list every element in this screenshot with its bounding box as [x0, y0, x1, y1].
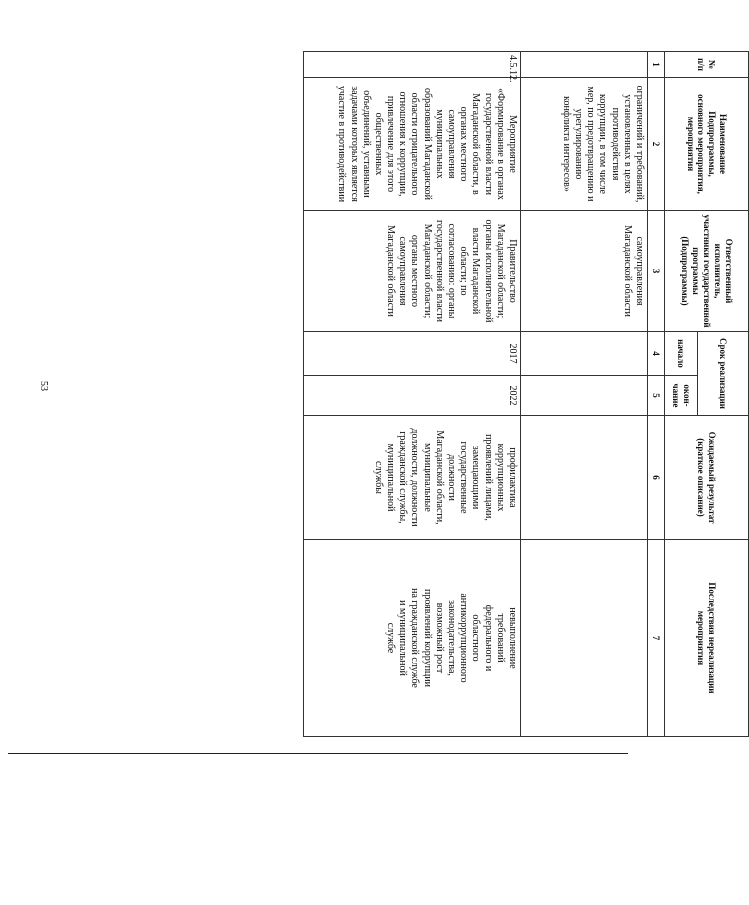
- row-start: [521, 332, 648, 376]
- column-number: 3: [648, 211, 665, 332]
- header-consequences: Последствия нереализации мероприятия: [665, 540, 749, 737]
- column-number-row: [648, 52, 665, 737]
- row-consequences: [521, 540, 648, 737]
- row-end: 2022: [304, 376, 521, 416]
- row-responsible: Правительство Магаданской области; органы исполнительной власти Магаданской области; по согласованию: органы государственной власти Магаданской области; органы местного самоуправления Магаданской области: [304, 211, 521, 332]
- table-row: [304, 52, 521, 737]
- page-number: 53: [38, 381, 49, 391]
- column-number: 2: [648, 78, 665, 211]
- column-number: 7: [648, 540, 665, 737]
- row-end: [521, 376, 648, 416]
- row-start: 2017: [304, 332, 521, 376]
- header-term: Срок реализации: [698, 332, 749, 416]
- rotated-table-container: [303, 51, 749, 737]
- column-number: 1: [648, 52, 665, 78]
- program-measures-table: [303, 51, 749, 737]
- header-name: Наименование Подпрограммы, основного мероприятия, мероприятия: [665, 78, 749, 211]
- row-name: ограничений и требований, установленных в целях противодействия коррупции, в том числе мер, по предотвращению и урегулированию конфликта интересов»: [521, 78, 648, 211]
- column-number: 5: [648, 376, 665, 416]
- header-responsible: Ответственный исполнитель, участники государственной программы (Подпрограммы): [665, 211, 749, 332]
- horizontal-divider: [8, 753, 628, 754]
- row-number: 4.5.12.: [304, 52, 521, 78]
- row-consequences: невыполнение требований федерального и областного антикоррупционного законодательства, возможный рост проявлений коррупции на гражданской службе и муниципальной службе: [304, 540, 521, 737]
- row-result: профилактика коррупционных проявлений лицами, замещающими государственные должности Магаданской области, муниципальные должности, должности гражданской службы, муниципальной службы: [304, 416, 521, 540]
- header-end: окон- чание: [665, 376, 698, 416]
- column-number: 4: [648, 332, 665, 376]
- column-number: 6: [648, 416, 665, 540]
- table-row: [521, 52, 648, 737]
- header-result: Ожидаемый результат (краткое описание): [665, 416, 749, 540]
- header-start: начало: [665, 332, 698, 376]
- header-no: № п/п: [665, 52, 749, 78]
- header-row: [698, 52, 749, 737]
- row-responsible: самоуправления Магаданской области: [521, 211, 648, 332]
- row-number: [521, 52, 648, 78]
- row-result: [521, 416, 648, 540]
- row-name: Мероприятие «Формирование в органах государственной власти Магаданской области, в органах местного самоуправления муниципальных образований Магаданской области отрицательного отношения к коррупции, привлечение для этого общественных объединений, уставными задачами которых является участие в противодействии: [304, 78, 521, 211]
